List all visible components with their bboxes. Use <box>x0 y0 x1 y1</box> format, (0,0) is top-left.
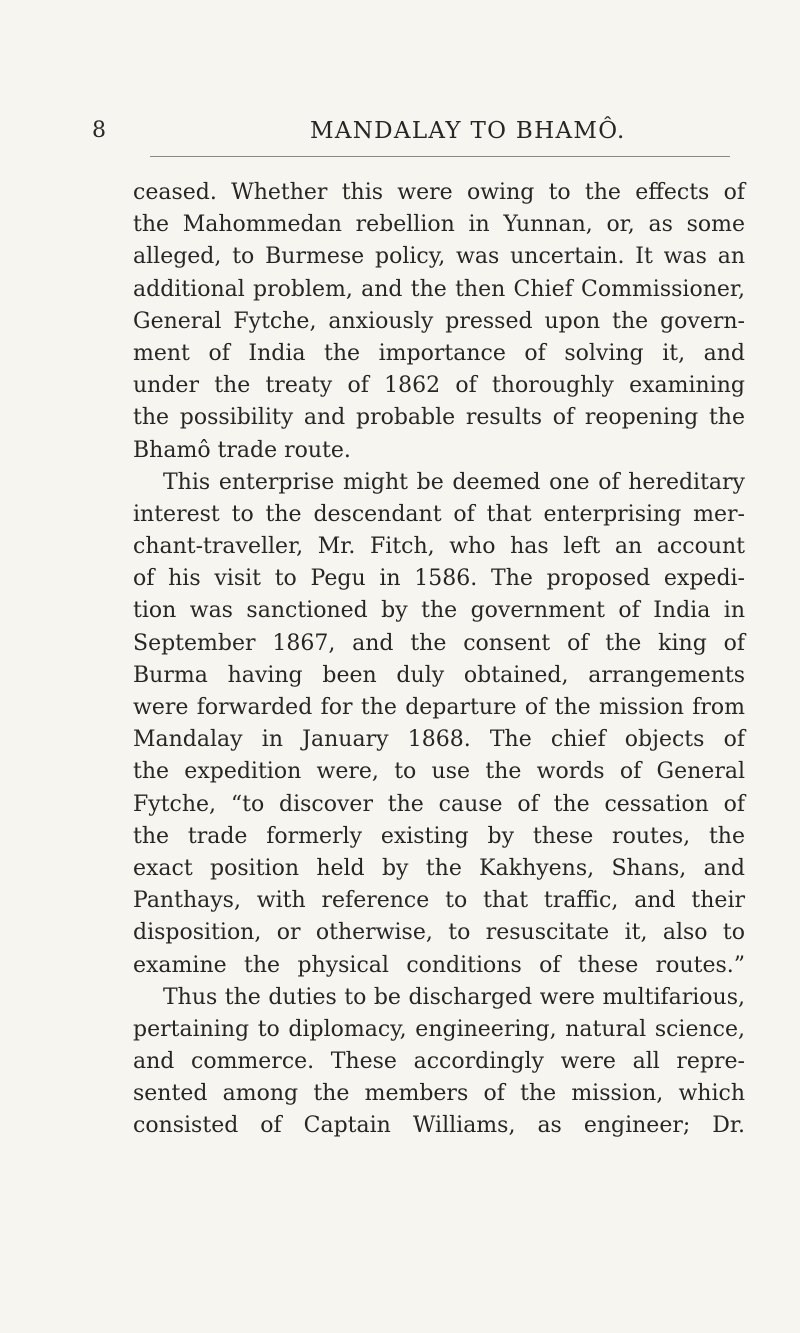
text-line: General Fytche, anxiously pressed upon the govern- <box>133 308 745 334</box>
text-line: the expedition were, to use the words of General <box>133 759 745 785</box>
text-line: disposition, or otherwise, to resuscitate it, also to <box>133 920 745 946</box>
text-line: exact position held by the Kakhyens, Shans, and <box>133 855 745 881</box>
text-line: additional problem, and the then Chief Commissioner, <box>133 276 745 302</box>
text-line: Fytche, “to discover the cause of the cessation of <box>133 791 745 817</box>
text-line: chant-traveller, Mr. Fitch, who has left an account <box>133 534 745 560</box>
text-line: ment of India the importance of solving it, and <box>133 340 745 366</box>
text-line: Mandalay in January 1868. The chief objects of <box>133 727 745 753</box>
header-rule <box>150 156 730 157</box>
text-line: the Mahommedan rebellion in Yunnan, or, as some <box>133 212 745 238</box>
text-line: the trade formerly existing by these routes, the <box>133 823 745 849</box>
body-text <box>133 177 745 1143</box>
text-line: September 1867, and the consent of the king of <box>133 630 745 656</box>
paragraph-start-line: This enterprise might be deemed one of hereditary <box>163 469 745 495</box>
text-line: and commerce. These accordingly were all repre- <box>133 1049 745 1075</box>
text-line: the possibility and probable results of reopening the <box>133 405 745 431</box>
text-line: interest to the descendant of that enterprising mer- <box>133 501 745 527</box>
text-line: Bhamô trade route. <box>133 437 351 463</box>
text-line: sented among the members of the mission, which <box>133 1081 745 1107</box>
text-line: Burma having been duly obtained, arrangements <box>133 662 745 688</box>
page-number: 8 <box>92 118 106 143</box>
text-line: consisted of Captain Williams, as engineer; Dr. <box>133 1113 745 1139</box>
paragraph-start-line: Thus the duties to be discharged were multifarious, <box>163 984 745 1010</box>
text-line: ceased. Whether this were owing to the effects of <box>133 180 745 205</box>
text-line: pertaining to diplomacy, engineering, natural science, <box>133 1016 745 1042</box>
text-line: under the treaty of 1862 of thoroughly examining <box>133 373 745 399</box>
running-head: MANDALAY TO BHAMÔ. <box>310 118 626 144</box>
text-line: of his visit to Pegu in 1586. The proposed expedi- <box>133 566 745 592</box>
text-line: were forwarded for the departure of the mission from <box>133 695 745 720</box>
text-line: Panthays, with reference to that traffic, and their <box>133 888 745 914</box>
text-line: tion was sanctioned by the government of India in <box>133 598 745 624</box>
text-line: examine the physical conditions of these routes.” <box>133 952 745 978</box>
text-line: alleged, to Burmese policy, was uncertain. It was an <box>133 244 745 270</box>
